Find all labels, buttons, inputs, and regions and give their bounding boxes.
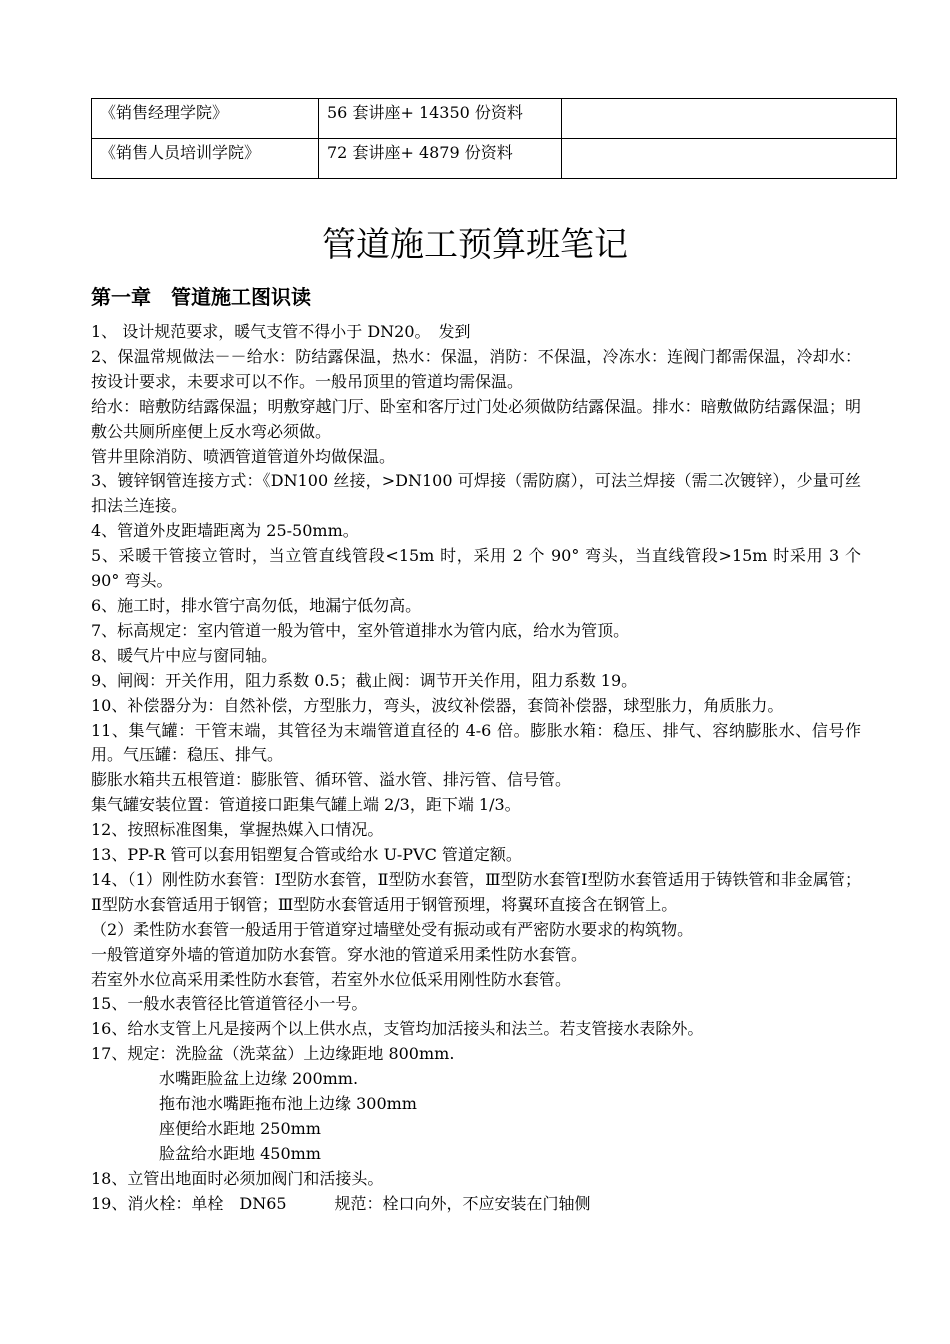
paragraph: 18、立管出地面时必须加阀门和活接头。 xyxy=(91,1168,384,1188)
table-cell-content: 72 套讲座+ 4879 份资料 xyxy=(319,139,562,179)
paragraph: 13、PP-R 管可以套用铝塑复合管或给水 U-PVC 管道定额。 xyxy=(91,845,522,865)
table-cell-content: 56 套讲座+ 14350 份资料 xyxy=(319,99,562,139)
paragraph: 给水：暗敷防结露保温；明敷穿越门厅、卧室和客厅过门处必须做防结露保温。排水：暗敷做防结露保温；明敷公共厕所座便上反水弯必须做。 xyxy=(91,396,861,441)
paragraph: 9、闸阀：开关作用，阻力系数 0.5；截止阀：调节开关作用，阻力系数 19。 xyxy=(91,670,638,690)
table-row xyxy=(92,99,897,139)
paragraph: 11、集气罐：干管末端，其管径为末端管道直径的 4-6 倍。膨胀水箱：稳压、排气、容纳膨胀水、信号作用。气压罐：稳压、排气。 xyxy=(91,720,861,765)
table-cell-extra xyxy=(562,139,897,179)
paragraph: 16、给水支管上凡是接两个以上供水点，支管均加活接头和法兰。若支管接水表除外。 xyxy=(91,1019,704,1039)
document-body xyxy=(91,320,861,1217)
paragraph: 6、施工时，排水管宁高勿低，地漏宁低勿高。 xyxy=(91,595,422,615)
indented-line: 座便给水距地 250mm xyxy=(159,1119,321,1138)
paragraph: 7、标高规定：室内管道一般为管中，室外管道排水为管内底，给水为管顶。 xyxy=(91,620,630,640)
paragraph: 管井里除消防、喷洒管道管道外均做保温。 xyxy=(91,446,396,466)
indented-line: 脸盆给水距地 450mm xyxy=(159,1143,321,1163)
indented-line: 水嘴距脸盆上边缘 200mm. xyxy=(159,1069,359,1089)
paragraph: 2、保温常规做法－－给水：防结露保温，热水：保温，消防：不保温，冷冻水：连阀门都需保温，冷却水：按设计要求，未要求可以不作。一般吊顶里的管道均需保温。 xyxy=(91,346,861,391)
table-row xyxy=(92,139,897,179)
table-cell-extra xyxy=(562,99,897,139)
paragraph: 14、（1）刚性防水套管：Ⅰ型防水套管，Ⅱ型防水套管，Ⅲ型防水套管Ⅰ型防水套管适用于铸铁管和非金属管；Ⅱ型防水套管适用于钢管；Ⅲ型防水套管适用于钢管预埋，将翼环直接含在钢管上。 xyxy=(91,869,861,914)
paragraph: 4、管道外皮距墙距离为 25-50mm。 xyxy=(91,521,359,541)
paragraph: 3、镀锌钢管连接方式：《DN100 丝接，>DN100 可焊接（需防腐），可法兰焊接（需二次镀锌），少量可丝扣法兰连接。 xyxy=(91,471,861,516)
paragraph: 12、按照标准图集，掌握热媒入口情况。 xyxy=(91,820,384,840)
paragraph: 集气罐安装位置：管道接口距集气罐上端 2/3，距下端 1/3。 xyxy=(91,795,521,815)
paragraph: （2）柔性防水套管一般适用于管道穿过墙壁处受有振动或有严密防水要求的构筑物。 xyxy=(91,919,694,939)
paragraph: 若室外水位高采用柔性防水套管，若室外水位低采用刚性防水套管。 xyxy=(91,969,572,989)
table-cell-name: 《销售经理学院》 xyxy=(92,99,319,139)
resource-table xyxy=(91,98,897,179)
paragraph: 19、消火栓：单栓 DN65 规范：栓口向外，不应安装在门轴侧 xyxy=(91,1193,591,1213)
chapter-heading: 第一章 管道施工图识读 xyxy=(91,285,311,309)
document-title: 管道施工预算班笔记 xyxy=(322,225,628,265)
paragraph: 8、暖气片中应与窗同轴。 xyxy=(91,645,278,665)
paragraph: 17、规定：洗脸盆（洗菜盆）上边缘距地 800mm. xyxy=(91,1044,455,1064)
paragraph: 10、补偿器分为：自然补偿，方型胀力，弯头，波纹补偿器，套筒补偿器，球型胀力，角质胀力。 xyxy=(91,695,784,715)
table-cell-name: 《销售人员培训学院》 xyxy=(92,139,319,179)
paragraph: 膨胀水箱共五根管道：膨胀管、循环管、溢水管、排污管、信号管。 xyxy=(91,770,572,790)
paragraph: 一般管道穿外墙的管道加防水套管。穿水池的管道采用柔性防水套管。 xyxy=(91,944,588,964)
paragraph: 5、采暖干管接立管时，当立管直线管段<15m 时，采用 2 个 90° 弯头，当直线管段>15m 时采用 3 个 90° 弯头。 xyxy=(91,546,861,591)
indented-line: 拖布池水嘴距拖布池上边缘 300mm xyxy=(159,1094,417,1114)
paragraph: 15、一般水表管径比管道管径小一号。 xyxy=(91,994,368,1014)
paragraph: 1、 设计规范要求，暖气支管不得小于 DN20。 发到 xyxy=(91,322,471,341)
